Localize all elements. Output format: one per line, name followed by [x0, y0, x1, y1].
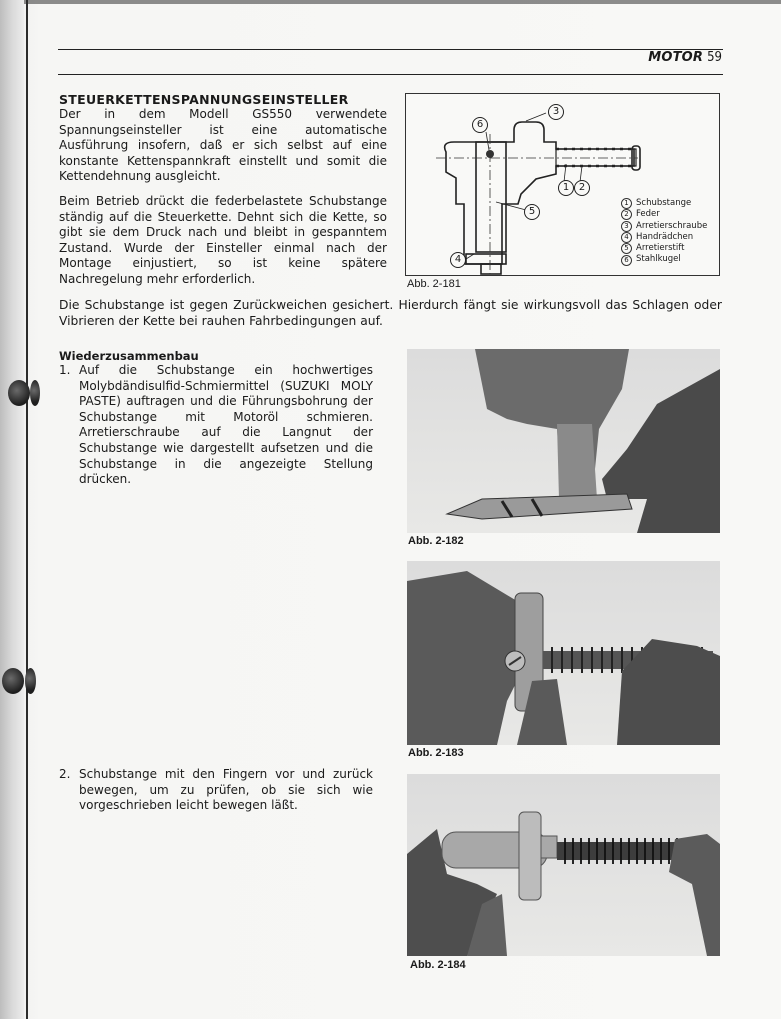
- step-number: 1.: [59, 363, 71, 377]
- legend-number: 3: [621, 221, 632, 232]
- photo-illustration: [407, 561, 720, 745]
- legend-number: 4: [621, 232, 632, 243]
- legend-item: [621, 209, 707, 220]
- page-binding: [0, 0, 24, 1019]
- legend-item: [621, 198, 707, 209]
- legend-item: [621, 232, 707, 243]
- page-number: 59: [707, 50, 722, 65]
- photo-illustration: [407, 349, 720, 533]
- running-header: [648, 50, 722, 65]
- legend-label: Handrädchen: [636, 231, 694, 242]
- diagram-figure: [405, 93, 720, 276]
- callout-1: 1: [558, 180, 574, 196]
- scan-top-edge: [0, 0, 781, 4]
- legend-number: 1: [621, 198, 632, 209]
- punch-hole-icon: [30, 380, 40, 406]
- punch-hole-icon: [2, 668, 24, 694]
- intro-paragraph-1: Der in dem Modell GS550 verwendete Spannungseinsteller ist eine automatische Ausführung insofern, daß er sich selbst auf eine konstante Kettenspannkraft einstellt und somit die Kettendehnung ausgleicht.: [59, 107, 387, 184]
- callout-3: 3: [548, 104, 564, 120]
- legend-label: Schubstange: [636, 198, 692, 208]
- legend-item: [621, 254, 707, 265]
- section-heading: STEUERKETTENSPANNUNGSEINSTELLER: [59, 92, 349, 107]
- callout-6: 6: [472, 117, 488, 133]
- legend-item: [621, 243, 707, 254]
- photo-illustration: [407, 774, 720, 956]
- callout-5: 5: [524, 204, 540, 220]
- legend-label: Feder: [636, 209, 660, 220]
- diagram-legend: [621, 198, 707, 266]
- header-rule-bottom: [58, 74, 723, 75]
- figure-caption-2-184: Abb. 2-184: [410, 959, 466, 971]
- step-1: [59, 363, 373, 488]
- legend-item: [621, 221, 707, 232]
- punch-hole-icon: [8, 380, 30, 406]
- legend-label: Stahlkugel: [636, 254, 681, 265]
- step-2: [59, 767, 373, 814]
- figure-caption-2-182: Abb. 2-182: [408, 535, 464, 547]
- intro-paragraph-2: Beim Betrieb drückt die federbelastete Schubstange ständig auf die Steuerkette. Dehnt sich die Kette, so gibt sie dem Druck nach und bleibt in gespanntem Zustand. Wurde der Einsteller einmal nach der Montage einjustiert, so ist keine spätere Nachregelung mehr erforderlich.: [59, 194, 387, 286]
- callout-2: 2: [574, 180, 590, 196]
- binding-line: [26, 0, 28, 1019]
- reassembly-heading: Wiederzusammenbau: [59, 349, 199, 363]
- section-title: MOTOR: [648, 50, 704, 65]
- step-text: Auf die Schubstange ein hochwertiges Molybdändisulfid-Schmiermittel (SUZUKI MOLY PASTE) auftragen und die Führungsbohrung der Schubstange mit Motoröl schmieren. Arretierschraube auf die Langnut der Schubstange wie dargestellt aufsetzen und die Schubstange in die angezeigte Stellung drücken.: [79, 363, 373, 487]
- legend-number: 5: [621, 243, 632, 254]
- photo-pushrod-finger: [407, 349, 720, 533]
- legend-label: Arretierstift: [636, 243, 685, 254]
- photo-tensioner-spring: [407, 561, 720, 745]
- punch-hole-icon: [25, 668, 36, 694]
- legend-number: 2: [621, 209, 632, 220]
- intro-paragraph-3: Die Schubstange ist gegen Zurückweichen gesichert. Hierdurch fängt sie wirkungsvoll das Schlagen oder Vibrieren der Kette bei rauhen Fahrbedingungen auf.: [59, 298, 722, 328]
- figure-caption-2-181: Abb. 2-181: [407, 278, 461, 290]
- callout-4: 4: [450, 252, 466, 268]
- legend-number: 6: [621, 255, 632, 266]
- legend-label: Arretierschraube: [636, 220, 708, 231]
- figure-caption-2-183: Abb. 2-183: [408, 747, 464, 759]
- header-rule-top: [58, 49, 723, 50]
- photo-tensioner-extended: [407, 774, 720, 956]
- step-number: 2.: [59, 767, 71, 781]
- step-text: Schubstange mit den Fingern vor und zurück bewegen, um zu prüfen, ob sie sich wie vorgeschrieben leicht bewegen läßt.: [79, 767, 373, 813]
